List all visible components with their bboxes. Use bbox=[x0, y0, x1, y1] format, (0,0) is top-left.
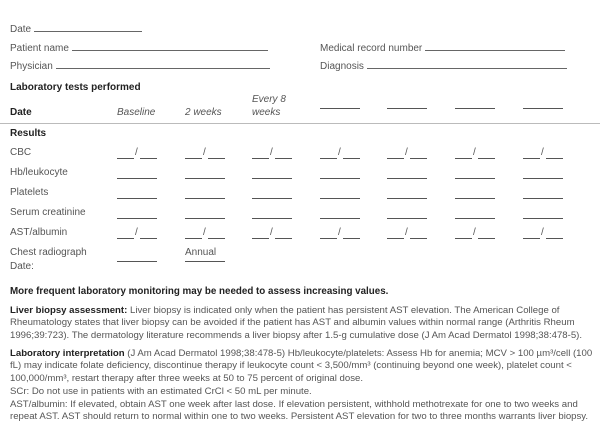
date-header-field-7[interactable] bbox=[523, 108, 563, 109]
result-field[interactable]: / bbox=[320, 228, 362, 239]
row-label: Platelets bbox=[10, 187, 49, 198]
physician-field[interactable] bbox=[10, 59, 270, 72]
col-weeks: weeks bbox=[252, 107, 281, 118]
date-header-field-4[interactable] bbox=[320, 108, 360, 109]
result-field[interactable] bbox=[185, 188, 225, 199]
mrn-label: Medical record number bbox=[320, 43, 423, 54]
biopsy-title: Liver biopsy assessment: bbox=[10, 305, 128, 316]
row-label: Serum creatinine bbox=[10, 207, 86, 218]
result-field[interactable]: / bbox=[455, 228, 497, 239]
result-field[interactable] bbox=[455, 208, 495, 219]
result-field[interactable] bbox=[117, 168, 157, 179]
date-header-field-5[interactable] bbox=[387, 108, 427, 109]
result-field[interactable]: / bbox=[252, 228, 294, 239]
result-field[interactable] bbox=[523, 208, 563, 219]
col-every-8: Every 8 bbox=[252, 94, 286, 105]
date-header-field-6[interactable] bbox=[455, 108, 495, 109]
result-field[interactable] bbox=[320, 168, 360, 179]
result-field[interactable] bbox=[185, 168, 225, 179]
interp-text: (J Am Acad Dermatol 1998;38:478-5) Hb/leukocyte/platelets: Assess Hb for anemia; MCV > 100 µm³/cell (100 fL) may indicate folate deficiency, discontinue therapy if leukocyte count < 3,500/mm³ (continuing beyond one week), platelet count < 100,000/mm³, restart therapy after three weeks at 50 to 75 percent of original dose. bbox=[10, 348, 593, 384]
ast-note: AST/albumin: If elevated, obtain AST one week after last dose. If elevation persistent, withhold methotrexate for one to two weeks and repeat AST. AST should return to normal within one to two weeks. Persistent AST elevation for two to three months warrants liver biopsy. bbox=[10, 399, 589, 423]
date-field[interactable] bbox=[10, 22, 142, 35]
mrn-field[interactable] bbox=[320, 41, 565, 54]
patient-name-field[interactable] bbox=[10, 41, 268, 54]
result-field[interactable] bbox=[252, 188, 292, 199]
chest-field-2[interactable] bbox=[185, 261, 225, 262]
diagnosis-field[interactable] bbox=[320, 59, 567, 72]
result-field[interactable]: / bbox=[252, 148, 294, 159]
interp-title: Laboratory interpretation bbox=[10, 348, 125, 359]
interpretation-paragraph bbox=[10, 348, 600, 385]
result-field[interactable]: / bbox=[117, 148, 159, 159]
physician-label: Physician bbox=[10, 61, 53, 72]
diagnosis-label: Diagnosis bbox=[320, 61, 364, 72]
result-field[interactable]: / bbox=[523, 148, 565, 159]
chest-date-label: Date: bbox=[10, 261, 34, 272]
row-label: AST/albumin bbox=[10, 227, 68, 238]
scr-note: SCr: Do not use in patients with an estimated CrCl < 50 mL per minute. bbox=[10, 386, 312, 397]
col-baseline: Baseline bbox=[117, 107, 156, 118]
result-field[interactable]: / bbox=[320, 148, 362, 159]
result-field[interactable] bbox=[320, 208, 360, 219]
biopsy-text: Liver biopsy is indicated only when the patient has persistent AST elevation. The American College of Rheumatology states that liver biopsy can be avoided if the patient has AST and albumin values within normal range (Arthritis Rheum 1996;39:723). The dermatology literature recommends a liver biopsy after 1.5-g cumulative dose (J Am Acad Dermatol 1998;38:478-5). bbox=[10, 305, 583, 341]
results-label: Results bbox=[10, 128, 47, 139]
chest-field-1[interactable] bbox=[117, 261, 157, 262]
result-field[interactable] bbox=[387, 168, 427, 179]
result-field[interactable]: / bbox=[387, 228, 429, 239]
chest-annual: Annual bbox=[185, 247, 217, 258]
chest-label: Chest radiograph bbox=[10, 247, 87, 258]
result-field[interactable]: / bbox=[387, 148, 429, 159]
result-field[interactable] bbox=[252, 208, 292, 219]
result-field[interactable]: / bbox=[117, 228, 159, 239]
result-field[interactable] bbox=[117, 188, 157, 199]
date-header: Date bbox=[10, 107, 32, 118]
divider bbox=[0, 123, 600, 124]
row-label: Hb/leukocyte bbox=[10, 167, 68, 178]
result-field[interactable] bbox=[455, 188, 495, 199]
result-field[interactable]: / bbox=[523, 228, 565, 239]
result-field[interactable] bbox=[185, 208, 225, 219]
row-label: CBC bbox=[10, 147, 32, 158]
result-field[interactable] bbox=[523, 168, 563, 179]
patient-name-label: Patient name bbox=[10, 43, 69, 54]
result-field[interactable]: / bbox=[185, 148, 227, 159]
result-field[interactable] bbox=[455, 168, 495, 179]
biopsy-paragraph bbox=[10, 305, 600, 342]
result-field[interactable] bbox=[117, 208, 157, 219]
monitoring-note: More frequent laboratory monitoring may be needed to assess increasing values. bbox=[10, 286, 389, 297]
result-field[interactable] bbox=[387, 188, 427, 199]
result-field[interactable]: / bbox=[455, 148, 497, 159]
result-field[interactable]: / bbox=[185, 228, 227, 239]
col-2-weeks: 2 weeks bbox=[185, 107, 222, 118]
section-title: Laboratory tests performed bbox=[10, 82, 141, 93]
result-field[interactable] bbox=[320, 188, 360, 199]
result-field[interactable] bbox=[252, 168, 292, 179]
date-label: Date bbox=[10, 24, 32, 35]
result-field[interactable] bbox=[523, 188, 563, 199]
result-field[interactable] bbox=[387, 208, 427, 219]
